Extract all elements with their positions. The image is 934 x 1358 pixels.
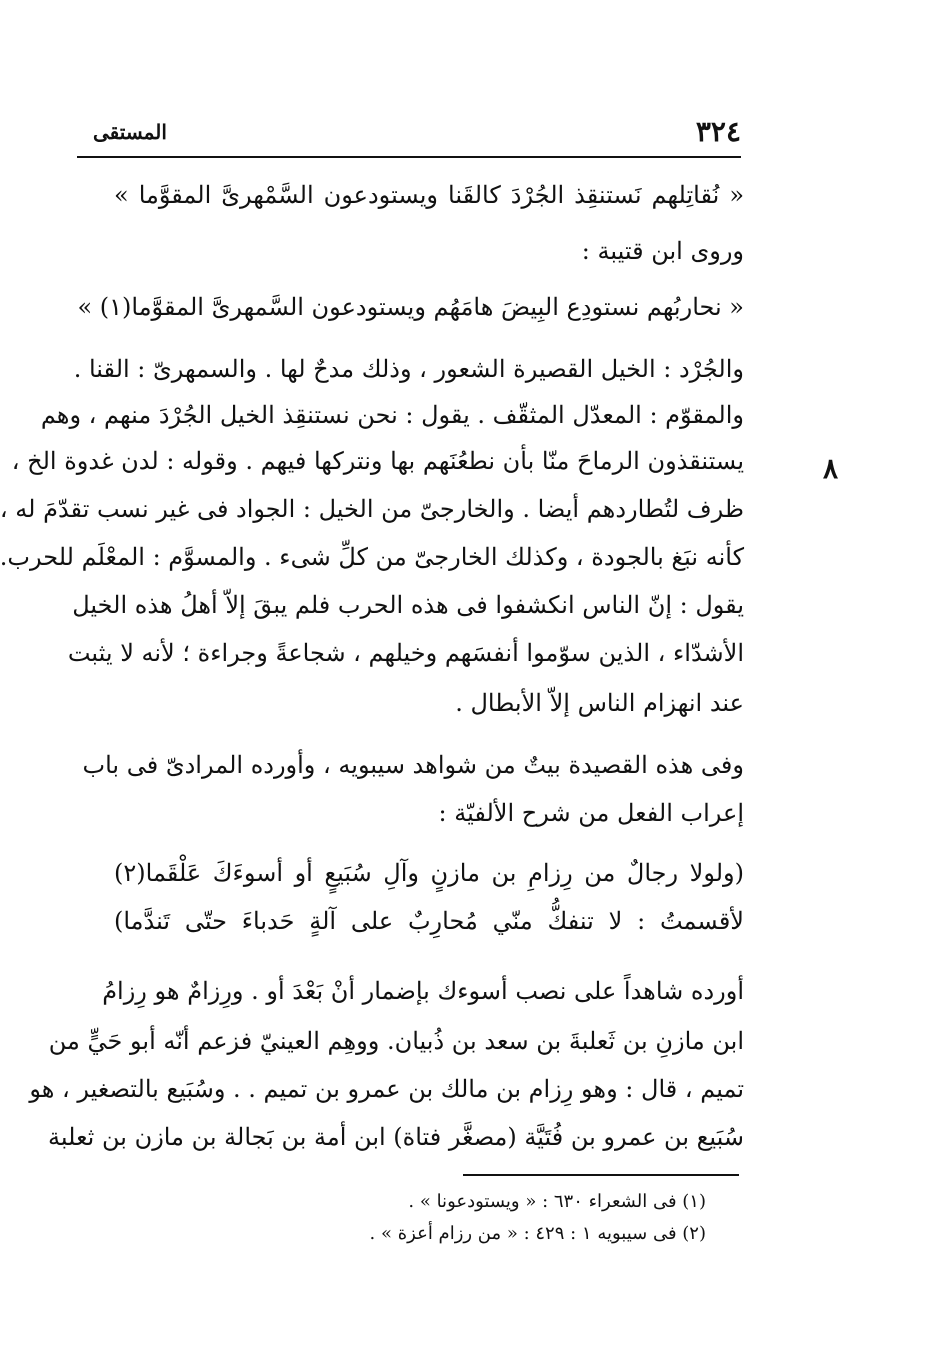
running-title: المستقى xyxy=(93,120,167,144)
text-line-10: الأشدّاء ، الذين سوّموا أنفسَهم وخيلهم ، شجاعةً وجراءة ؛ لأنه لا يثبت xyxy=(67,639,744,667)
text-line-7: ظرف لتُطاردهم أيضا . والخارجىّ من الخيل : الجواد فى غير نسب تقدّمَ له ، xyxy=(0,495,744,523)
text-line-6: يستنقذون الرماحَ منّا بأن نطعُنَهم بها ونتركها فيهم . وقوله : لدن غدوة الخ ، xyxy=(11,447,744,475)
margin-line-number: ٨ xyxy=(823,452,839,485)
text-line-2: وروى ابن قتيبة : xyxy=(581,237,744,265)
text-line-12: وفى هذه القصيدة بيتٌ من شواهد سيبويه ، وأورده المرادىّ فى باب xyxy=(82,751,744,779)
page-header xyxy=(77,108,741,158)
verse-line-1: « نُقاتِلهم نَستنقِذ الجُرْدَ كالقَنا ويستودعون السَّمْهرىَّ المقوَّما » xyxy=(114,181,744,209)
text-line-8: كأنه نبَغ بالجودة ، وكذلك الخارجىّ من كلِّ شىء . والمسوَّم : المعْلَم للحرب. xyxy=(0,543,744,571)
verse-line-3: « نحاربُهم نستودِع البِيضَ هامَهُم ويستودعون السَّمهرىَّ المقوَّما(١) » xyxy=(77,293,744,321)
verse-line-14: (ولولا رجالٌ من رِزامِ بن مازنٍ وآلِ سُبَيعٍ أو أسوءَكَ عَلْقَما(٢) xyxy=(114,859,744,887)
text-line-16: أورده شاهداً على نصب أسوءك بإضمار أنْ بَعْدَ أو . ورِزامٌ هو رِزامُ xyxy=(102,977,744,1005)
footnote-1: (١) فى الشعراء ٦٣٠ : « ويستودعونا » . xyxy=(408,1191,706,1212)
text-line-19: سُبَيع بن عمرو بن فُتَيَّة (مصغَّر فتاة) ابن أمة بن بَجالة بن مازن بن ثعلبة xyxy=(48,1123,744,1151)
text-line-13: إعراب الفعل من شرح الألفيّة : xyxy=(438,799,744,827)
footnote-2: (٢) فى سيبويه ١ : ٤٢٩ : « من رزام أعزة » . xyxy=(369,1223,706,1244)
text-line-9: يقول : إنّ الناس انكشفوا فى هذه الحرب فلم يبقَ إلاّ أهلُ هذه الخيل xyxy=(72,591,744,619)
verse-line-15: لأقسمتُ : لا تنفكُّ منّي مُحارِبٌ على آلةٍ حَدباءَ حتّى تَندَّما) xyxy=(114,907,744,935)
text-line-17: ابن مازنِ بن ثَعلبةَ بن سعد بن ذُبيان. ووهِم العينيّ فزعم أنّه أبو حَيٍّ من xyxy=(48,1027,744,1055)
page-number: ٣٢٤ xyxy=(695,115,741,148)
footnote-divider xyxy=(463,1174,739,1176)
text-line-5: والمقوّم : المعدّل المثقّف . يقول : نحن نستنقِذ الخيل الجُرْدَ منهم ، وهم xyxy=(40,401,744,429)
text-line-11: عند انهزام الناس إلاّ الأبطال . xyxy=(455,689,744,717)
text-line-18: تميم ، قال : وهو رِزام بن مالك بن عمرو بن تميم . . وسُبَيع بالتصغير ، هو xyxy=(29,1075,744,1103)
text-line-4: والجُرْد : الخيل القصيرة الشعور ، وذلك مدحٌ لها . والسمهرىّ : القنا . xyxy=(73,355,744,383)
